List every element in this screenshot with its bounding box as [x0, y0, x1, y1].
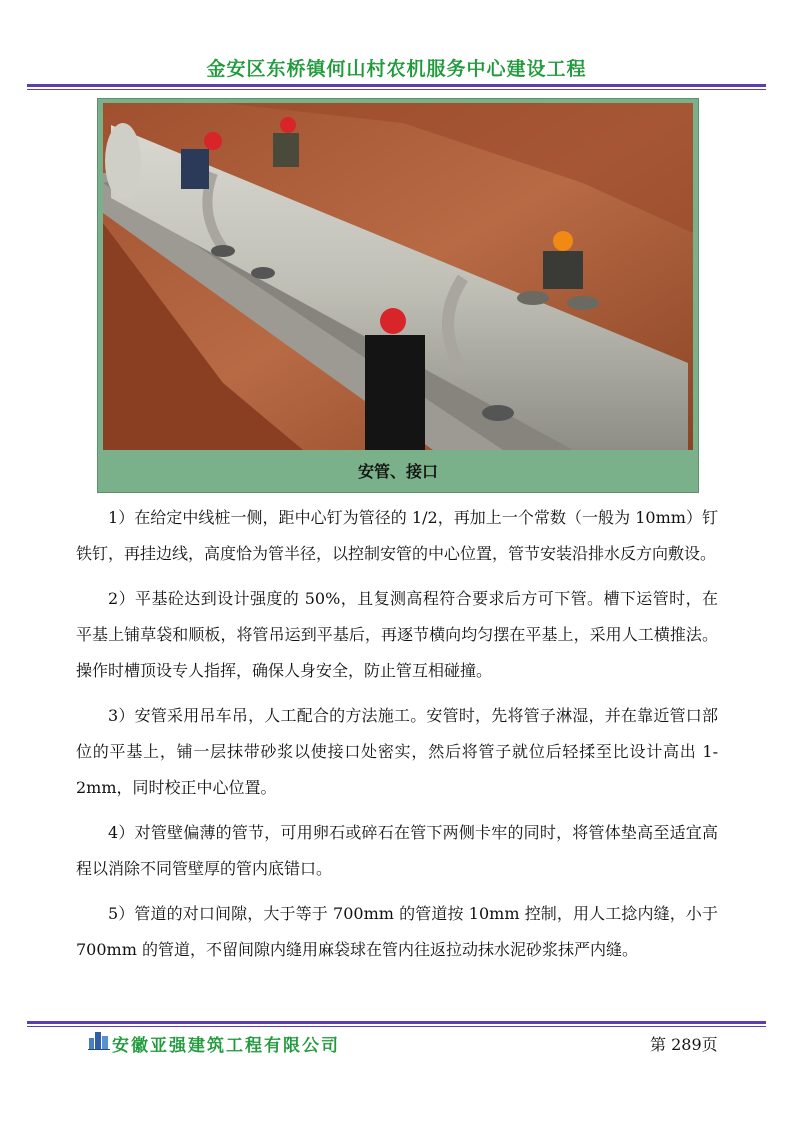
page-header-title: 金安区东桥镇何山村农机服务中心建设工程	[206, 58, 587, 80]
footer-rule	[27, 1021, 766, 1024]
footer-company: 安徽亚强建筑工程有限公司	[112, 1036, 340, 1056]
paragraph-5: 5）管道的对口间隙，大于等于 700mm 的管道按 10mm 控制，用人工捻内缝，小于 700mm 的管道，不留间隙内缝用麻袋球在管内往返拉动抹水泥砂浆抹严内缝。	[76, 904, 718, 959]
building-logo-icon	[88, 1030, 110, 1054]
header-rule	[27, 84, 766, 87]
page-number: 第 289页	[650, 1035, 718, 1054]
paragraph-4: 4）对管壁偏薄的管节，可用卵石或碎石在管下两侧卡牢的同时，将管体垫高至适宜高程以消除不同管壁厚的管内底错口。	[76, 823, 718, 878]
construction-photo	[103, 103, 693, 450]
header-rule-thin	[27, 89, 766, 90]
figure	[97, 98, 699, 493]
figure-caption: 安管、接口	[357, 462, 438, 481]
paragraph-2: 2）平基砼达到设计强度的 50%，且复测高程符合要求后方可下管。槽下运管时，在平基上铺草袋和顺板，将管吊运到平基后，再逐节横向均匀摆在平基上，采用人工横推法。操作时槽顶设专人指挥，确保人身安全，防止管互相碰撞。	[76, 589, 718, 680]
body-text	[76, 500, 718, 977]
footer-rule-thin	[27, 1026, 766, 1027]
paragraph-3: 3）安管采用吊车吊，人工配合的方法施工。安管时，先将管子淋湿，并在靠近管口部位的平基上，铺一层抹带砂浆以使接口处密实，然后将管子就位后轻揉至比设计高出 1-2mm，同时校正中心位置。	[76, 706, 718, 797]
paragraph-1: 1）在给定中线桩一侧，距中心钉为管径的 1/2，再加上一个常数（一般为 10mm）钉铁钉，再挂边线，高度恰为管半径，以控制安管的中心位置，管节安装沿排水反方向敷设。	[76, 508, 718, 563]
pipe-laying-illustration	[103, 103, 693, 450]
